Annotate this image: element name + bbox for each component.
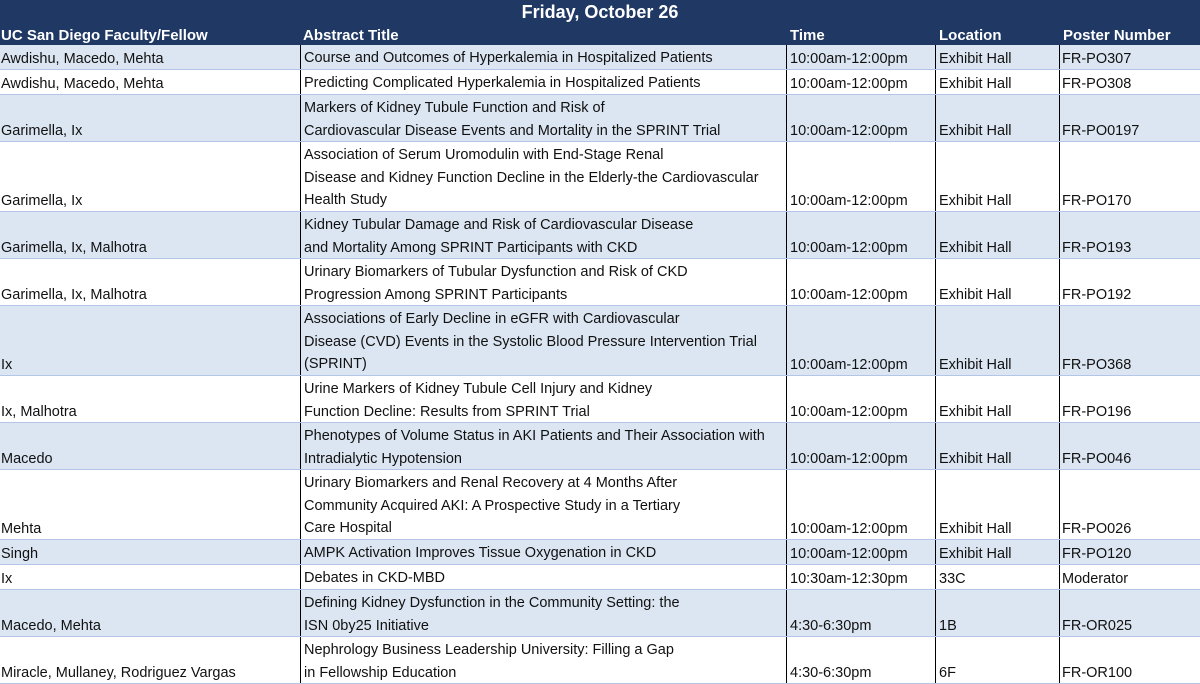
abstract-title-cell <box>300 423 787 469</box>
time-cell-text: 10:00am-12:00pm <box>790 76 908 92</box>
abstract-title-line: Markers of Kidney Tubule Function and Risk of <box>304 97 786 120</box>
poster-number-cell <box>1062 70 1200 94</box>
poster-number-cell <box>1062 540 1200 564</box>
abstract-title-cell <box>300 590 787 636</box>
location-cell-text: Exhibit Hall <box>939 546 1012 562</box>
faculty-cell <box>1 637 301 683</box>
faculty-cell-text: Ix <box>1 357 12 373</box>
location-cell <box>935 565 1060 589</box>
header-faculty: UC San Diego Faculty/Fellow <box>1 25 208 45</box>
location-cell <box>935 142 1060 211</box>
poster-number-cell <box>1062 423 1200 469</box>
time-cell <box>787 423 935 469</box>
abstract-title-cell <box>300 540 787 564</box>
header-location: Location <box>939 25 1002 45</box>
location-cell <box>935 470 1060 539</box>
abstract-title-line: (SPRINT) <box>304 353 786 376</box>
abstract-title-line: Urinary Biomarkers and Renal Recovery at 4 Months After <box>304 472 786 495</box>
location-cell-text: Exhibit Hall <box>939 76 1012 92</box>
abstract-title-cell <box>300 306 787 375</box>
abstract-title-line: Predicting Complicated Hyperkalemia in Hospitalized Patients <box>304 72 786 95</box>
faculty-cell-text: Miracle, Mullaney, Rodriguez Vargas <box>1 665 236 681</box>
poster-number-cell <box>1062 259 1200 305</box>
poster-number-cell-text: Moderator <box>1062 571 1128 587</box>
table-row <box>0 590 1200 637</box>
abstract-title-line: Phenotypes of Volume Status in AKI Patients and Their Association with <box>304 425 786 448</box>
poster-number-cell-text: FR-PO308 <box>1062 76 1131 92</box>
poster-number-cell-text: FR-PO120 <box>1062 546 1131 562</box>
abstract-title-line: and Mortality Among SPRINT Participants with CKD <box>304 237 786 260</box>
location-cell-text: Exhibit Hall <box>939 193 1012 209</box>
abstract-title-line: Function Decline: Results from SPRINT Trial <box>304 401 786 424</box>
location-cell-text: 6F <box>939 665 956 681</box>
abstract-title-line: Progression Among SPRINT Participants <box>304 284 786 307</box>
poster-number-cell-text: FR-PO307 <box>1062 51 1131 67</box>
location-cell-text: Exhibit Hall <box>939 123 1012 139</box>
abstract-title-line: AMPK Activation Improves Tissue Oxygenation in CKD <box>304 542 786 565</box>
location-cell-text: 33C <box>939 571 966 587</box>
faculty-cell-text: Ix <box>1 571 12 587</box>
abstract-title-line: in Fellowship Education <box>304 662 786 684</box>
location-cell-text: Exhibit Hall <box>939 287 1012 303</box>
time-cell-text: 10:00am-12:00pm <box>790 357 908 373</box>
faculty-cell-text: Macedo, Mehta <box>1 618 101 634</box>
table-row <box>0 423 1200 470</box>
location-cell <box>935 70 1060 94</box>
abstract-title-line: Course and Outcomes of Hyperkalemia in Hospitalized Patients <box>304 47 786 70</box>
faculty-cell-text: Macedo <box>1 451 53 467</box>
location-cell-text: Exhibit Hall <box>939 357 1012 373</box>
abstract-title-line: Urinary Biomarkers of Tubular Dysfunction and Risk of CKD <box>304 261 786 284</box>
faculty-cell <box>1 70 301 94</box>
table-row <box>0 45 1200 70</box>
location-cell <box>935 45 1060 69</box>
faculty-cell <box>1 306 301 375</box>
abstract-title-line: Care Hospital <box>304 517 786 540</box>
time-cell <box>787 45 935 69</box>
abstract-title-cell <box>300 212 787 258</box>
location-cell-text: Exhibit Hall <box>939 240 1012 256</box>
faculty-cell-text: Awdishu, Macedo, Mehta <box>1 76 164 92</box>
time-cell <box>787 259 935 305</box>
poster-number-cell <box>1062 142 1200 211</box>
abstract-title-line: Urine Markers of Kidney Tubule Cell Injury and Kidney <box>304 378 786 401</box>
abstract-title-cell <box>300 637 787 683</box>
faculty-cell <box>1 565 301 589</box>
location-cell-text: Exhibit Hall <box>939 51 1012 67</box>
abstract-title-cell <box>300 376 787 422</box>
table-row <box>0 376 1200 423</box>
table-row <box>0 637 1200 684</box>
faculty-cell <box>1 259 301 305</box>
day-title: Friday, October 26 <box>0 0 1200 25</box>
time-cell-text: 10:00am-12:00pm <box>790 240 908 256</box>
poster-number-cell <box>1062 590 1200 636</box>
faculty-cell <box>1 45 301 69</box>
abstract-title-cell <box>300 259 787 305</box>
abstract-title-line: Disease (CVD) Events in the Systolic Blood Pressure Intervention Trial <box>304 331 786 354</box>
faculty-cell-text: Garimella, Ix <box>1 193 82 209</box>
abstract-title-cell <box>300 70 787 94</box>
poster-number-cell-text: FR-PO0197 <box>1062 123 1139 139</box>
time-cell <box>787 212 935 258</box>
table-row <box>0 212 1200 259</box>
abstract-title-line: Kidney Tubular Damage and Risk of Cardiovascular Disease <box>304 214 786 237</box>
faculty-cell-text: Awdishu, Macedo, Mehta <box>1 51 164 67</box>
poster-number-cell <box>1062 637 1200 683</box>
time-cell-text: 10:00am-12:00pm <box>790 451 908 467</box>
abstract-title-line: Nephrology Business Leadership University: Filling a Gap <box>304 639 786 662</box>
abstract-title-line: Debates in CKD-MBD <box>304 567 786 590</box>
poster-number-cell-text: FR-PO196 <box>1062 404 1131 420</box>
location-cell <box>935 637 1060 683</box>
time-cell-text: 10:00am-12:00pm <box>790 123 908 139</box>
abstract-title-cell <box>300 95 787 141</box>
time-cell <box>787 95 935 141</box>
header-time: Time <box>790 25 825 45</box>
table-row <box>0 306 1200 376</box>
faculty-cell <box>1 470 301 539</box>
time-cell-text: 4:30-6:30pm <box>790 665 871 681</box>
table-row <box>0 259 1200 306</box>
poster-number-cell-text: FR-PO368 <box>1062 357 1131 373</box>
poster-number-cell <box>1062 376 1200 422</box>
poster-number-cell <box>1062 45 1200 69</box>
faculty-cell <box>1 590 301 636</box>
table-row <box>0 142 1200 212</box>
table-row <box>0 540 1200 565</box>
header-poster-number: Poster Number <box>1063 25 1171 45</box>
poster-number-cell <box>1062 565 1200 589</box>
table-header <box>0 25 1200 45</box>
poster-number-cell-text: FR-PO192 <box>1062 287 1131 303</box>
abstract-title-cell <box>300 45 787 69</box>
abstract-title-line: Health Study <box>304 189 786 212</box>
time-cell <box>787 565 935 589</box>
time-cell <box>787 637 935 683</box>
faculty-cell-text: Garimella, Ix, Malhotra <box>1 287 147 303</box>
poster-number-cell-text: FR-PO170 <box>1062 193 1131 209</box>
table-row <box>0 565 1200 590</box>
faculty-cell <box>1 423 301 469</box>
poster-number-cell <box>1062 95 1200 141</box>
poster-number-cell-text: FR-OR025 <box>1062 618 1132 634</box>
header-abstract-title: Abstract Title <box>303 25 399 45</box>
faculty-cell <box>1 95 301 141</box>
faculty-cell-text: Garimella, Ix, Malhotra <box>1 240 147 256</box>
location-cell-text: Exhibit Hall <box>939 404 1012 420</box>
poster-number-cell <box>1062 306 1200 375</box>
location-cell-text: Exhibit Hall <box>939 521 1012 537</box>
faculty-cell-text: Ix, Malhotra <box>1 404 77 420</box>
faculty-cell-text: Garimella, Ix <box>1 123 82 139</box>
table-row <box>0 95 1200 142</box>
poster-number-cell-text: FR-PO193 <box>1062 240 1131 256</box>
faculty-cell-text: Singh <box>1 546 38 562</box>
abstract-title-line: Intradialytic Hypotension <box>304 448 786 471</box>
time-cell <box>787 142 935 211</box>
faculty-cell <box>1 376 301 422</box>
poster-number-cell <box>1062 212 1200 258</box>
abstract-title-line: Associations of Early Decline in eGFR with Cardiovascular <box>304 308 786 331</box>
location-cell <box>935 306 1060 375</box>
time-cell <box>787 540 935 564</box>
poster-number-cell-text: FR-OR100 <box>1062 665 1132 681</box>
time-cell <box>787 376 935 422</box>
location-cell-text: Exhibit Hall <box>939 451 1012 467</box>
abstract-title-line: Defining Kidney Dysfunction in the Community Setting: the <box>304 592 786 615</box>
table-row <box>0 70 1200 95</box>
time-cell-text: 10:00am-12:00pm <box>790 404 908 420</box>
time-cell <box>787 306 935 375</box>
poster-number-cell-text: FR-PO026 <box>1062 521 1131 537</box>
abstract-title-line: ISN 0by25 Initiative <box>304 615 786 638</box>
abstract-title-line: Cardiovascular Disease Events and Mortality in the SPRINT Trial <box>304 120 786 143</box>
time-cell-text: 10:00am-12:00pm <box>790 546 908 562</box>
time-cell <box>787 590 935 636</box>
abstract-title-line: Disease and Kidney Function Decline in the Elderly-the Cardiovascular <box>304 167 786 190</box>
location-cell <box>935 540 1060 564</box>
location-cell <box>935 95 1060 141</box>
location-cell <box>935 212 1060 258</box>
time-cell <box>787 470 935 539</box>
location-cell-text: 1B <box>939 618 957 634</box>
location-cell <box>935 590 1060 636</box>
time-cell-text: 10:00am-12:00pm <box>790 521 908 537</box>
faculty-cell <box>1 212 301 258</box>
faculty-cell-text: Mehta <box>1 521 41 537</box>
time-cell-text: 10:00am-12:00pm <box>790 287 908 303</box>
time-cell-text: 10:30am-12:30pm <box>790 571 908 587</box>
location-cell <box>935 376 1060 422</box>
abstract-title-cell <box>300 142 787 211</box>
abstract-title-cell <box>300 470 787 539</box>
faculty-cell <box>1 540 301 564</box>
faculty-cell <box>1 142 301 211</box>
abstract-title-line: Community Acquired AKI: A Prospective Study in a Tertiary <box>304 495 786 518</box>
location-cell <box>935 259 1060 305</box>
abstract-title-cell <box>300 565 787 589</box>
time-cell-text: 4:30-6:30pm <box>790 618 871 634</box>
time-cell-text: 10:00am-12:00pm <box>790 51 908 67</box>
poster-number-cell-text: FR-PO046 <box>1062 451 1131 467</box>
table-row <box>0 470 1200 540</box>
time-cell <box>787 70 935 94</box>
time-cell-text: 10:00am-12:00pm <box>790 193 908 209</box>
poster-number-cell <box>1062 470 1200 539</box>
location-cell <box>935 423 1060 469</box>
abstract-title-line: Association of Serum Uromodulin with End-Stage Renal <box>304 144 786 167</box>
